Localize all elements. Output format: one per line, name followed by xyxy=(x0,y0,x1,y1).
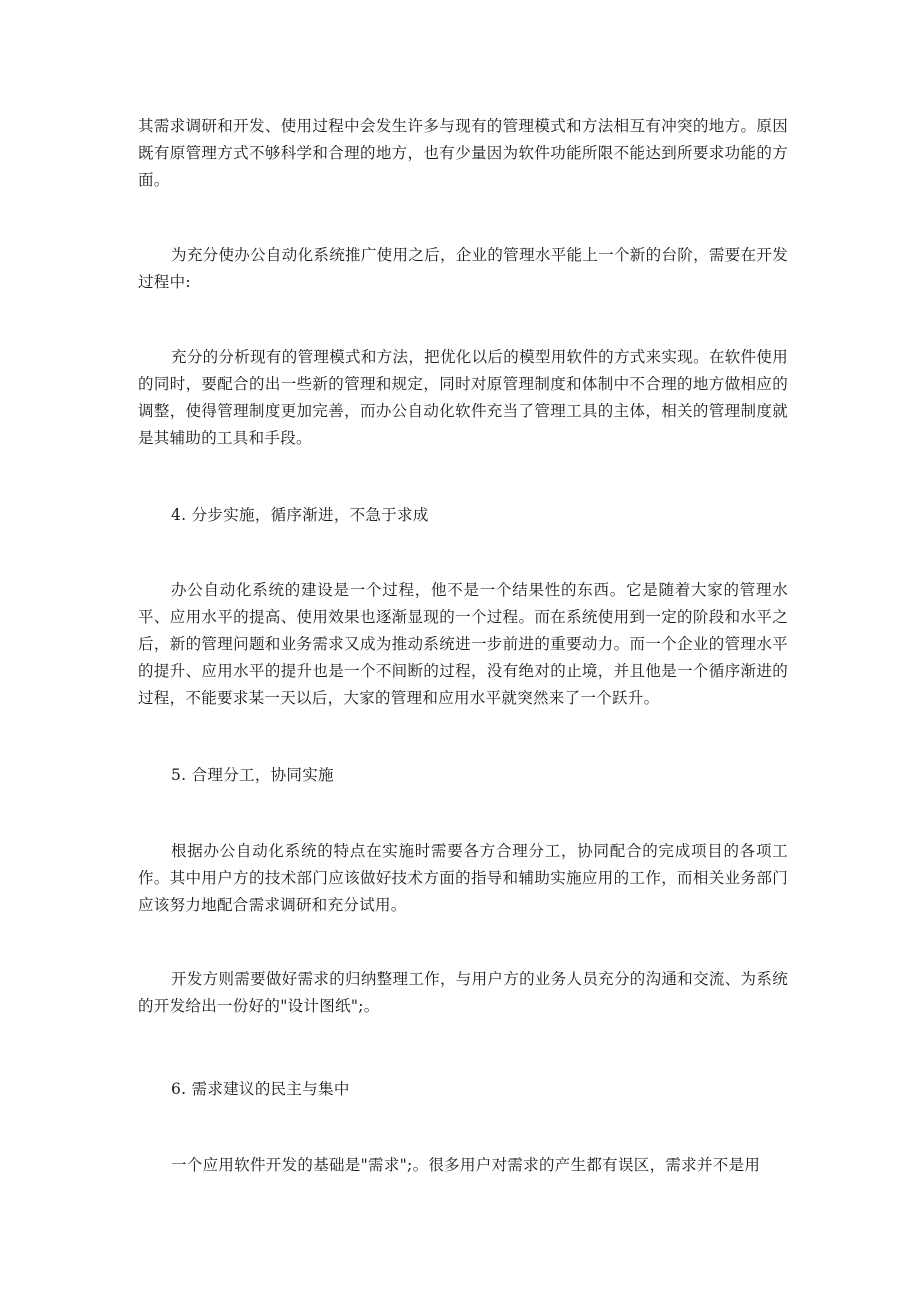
paragraph-management-level: 为充分使办公自动化系统推广使用之后，企业的管理水平能上一个新的台阶，需要在开发过程中: xyxy=(138,246,788,291)
paragraph-requirements-conflict: 其需求调研和开发、使用过程中会发生许多与现有的管理模式和方法相互有冲突的地方。原因既有原管理方式不够科学和合理的地方，也有少量因为软件功能所限不能达到所要求功能的方面。 xyxy=(138,117,788,189)
paragraph-step-by-step: 办公自动化系统的建设是一个过程，他不是一个结果性的东西。它是随着大家的管理水平、应用水平的提高、使用效果也逐渐显现的一个过程。而在系统使用到一定的阶段和水平之后，新的管理问题和业务需求又成为推动系统进一步前进的重要动力。而一个企业的管理水平的提升、应用水平的提升也是一个不间断的过程，没有绝对的止境，并且他是一个循序渐进的过程，不能要求某一天以后，大家的管理和应用水平就突然来了一个跃升。 xyxy=(138,581,788,707)
paragraph-requirements-basis: 一个应用软件开发的基础是"需求";。很多用户对需求的产生都有误区，需求并不是用 xyxy=(171,1156,761,1174)
section-heading-5: 5. 合理分工，协同实施 xyxy=(171,766,334,784)
paragraph-analysis: 充分的分析现有的管理模式和方法，把优化以后的模型用软件的方式来实现。在软件使用的同时，要配合的出一些新的管理和规定，同时对原管理制度和体制中不合理的地方做相应的调整，使得管理制度更加完善，而办公自动化软件充当了管理工具的主体，相关的管理制度就是其辅助的工具和手段。 xyxy=(138,348,788,447)
section-heading-6: 6. 需求建议的民主与集中 xyxy=(171,1080,350,1098)
paragraph-division-of-work: 根据办公自动化系统的特点在实施时需要各方合理分工，协同配合的完成项目的各项工作。其中用户方的技术部门应该做好技术方面的指导和辅助实施应用的工作，而相关业务部门应该努力地配合需求调研和充分试用。 xyxy=(138,842,788,914)
section-heading-4: 4. 分步实施，循序渐进，不急于求成 xyxy=(171,506,429,524)
paragraph-developer-role: 开发方则需要做好需求的归纳整理工作，与用户方的业务人员充分的沟通和交流、为系统的开发给出一份好的"设计图纸";。 xyxy=(138,970,788,1015)
